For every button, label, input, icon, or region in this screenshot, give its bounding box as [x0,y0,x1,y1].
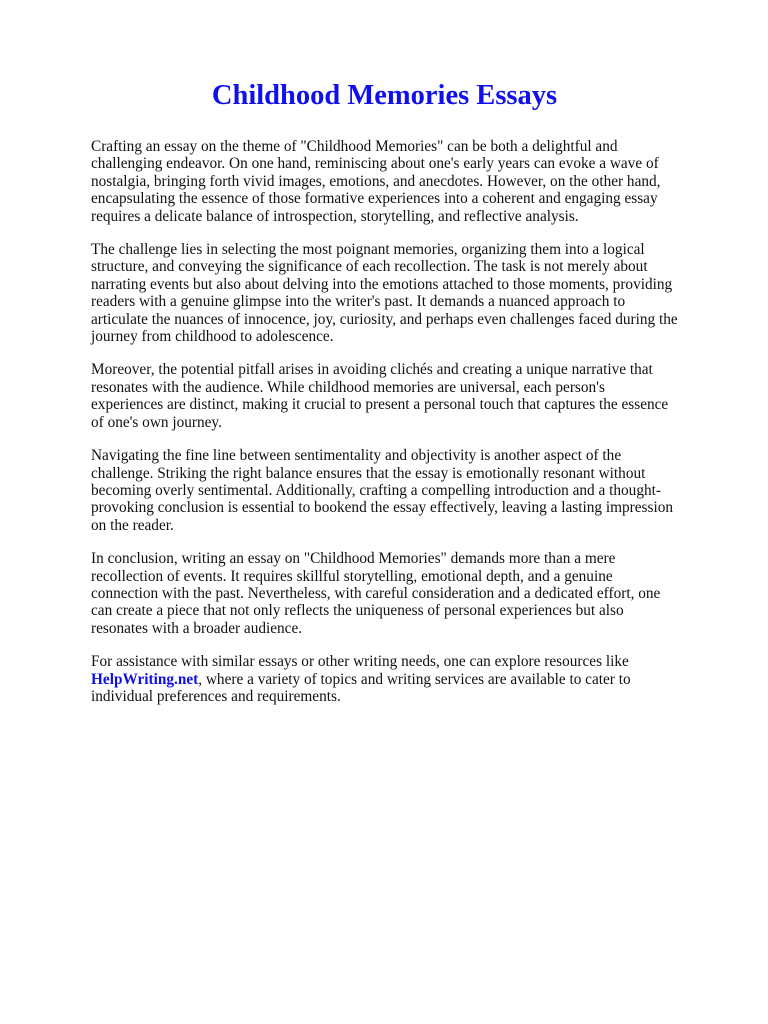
paragraph-balance: Navigating the fine line between sentimentality and objectivity is another aspect of the challenge. Striking the right balance ensures that the essay is emotionally resonant without becoming overly sentimental. Additionally, crafting a compelling introduction and a thought-provoking conclusion is essential to bookend the essay effectively, leaving a lasting impression on the reader. [91,447,674,534]
helpwriting-link[interactable]: HelpWriting.net [91,670,199,688]
paragraph-intro: Crafting an essay on the theme of "Childhood Memories" can be both a delightful and challenging endeavor. On one hand, reminiscing about one's early years can evoke a wave of nostalgia, bringing forth vivid images, emotions, and anecdotes. However, on the other hand, encapsulating the essence of those formative experiences into a coherent and engaging essay requires a delicate balance of introspection, storytelling, and reflective analysis. [91,138,661,225]
page-title: Childhood Memories Essays [211,80,558,111]
paragraph-resources [91,653,678,705]
resources-text-before-link: For assistance with similar essays or other writing needs, one can explore resources like [91,653,629,671]
paragraph-cliches: Moreover, the potential pitfall arises in avoiding clichés and creating a unique narrative that resonates with the audience. While childhood memories are universal, each person's experiences are distinct, making it crucial to present a personal touch that captures the essence of one's own journey. [91,361,669,431]
paragraph-challenge: The challenge lies in selecting the most poignant memories, organizing them into a logical structure, and conveying the significance of each recollection. The task is not merely about narrating events but also about delving into the emotions attached to those moments, providing readers with a genuine glimpse into the writer's past. It demands a nuanced approach to articulate the nuances of innocence, joy, curiosity, and perhaps even challenges faced during the journey from childhood to adolescence. [91,241,678,346]
paragraph-conclusion: In conclusion, writing an essay on "Childhood Memories" demands more than a mere recollection of events. It requires skillful storytelling, emotional depth, and a genuine connection with the past. Nevertheless, with careful consideration and a dedicated effort, one can create a piece that not only reflects the uniqueness of personal experiences but also resonates with a broader audience. [91,550,661,637]
resources-text-after-link: , where a variety of topics and writing services are available to cater to individual preferences and requirements. [91,670,631,705]
